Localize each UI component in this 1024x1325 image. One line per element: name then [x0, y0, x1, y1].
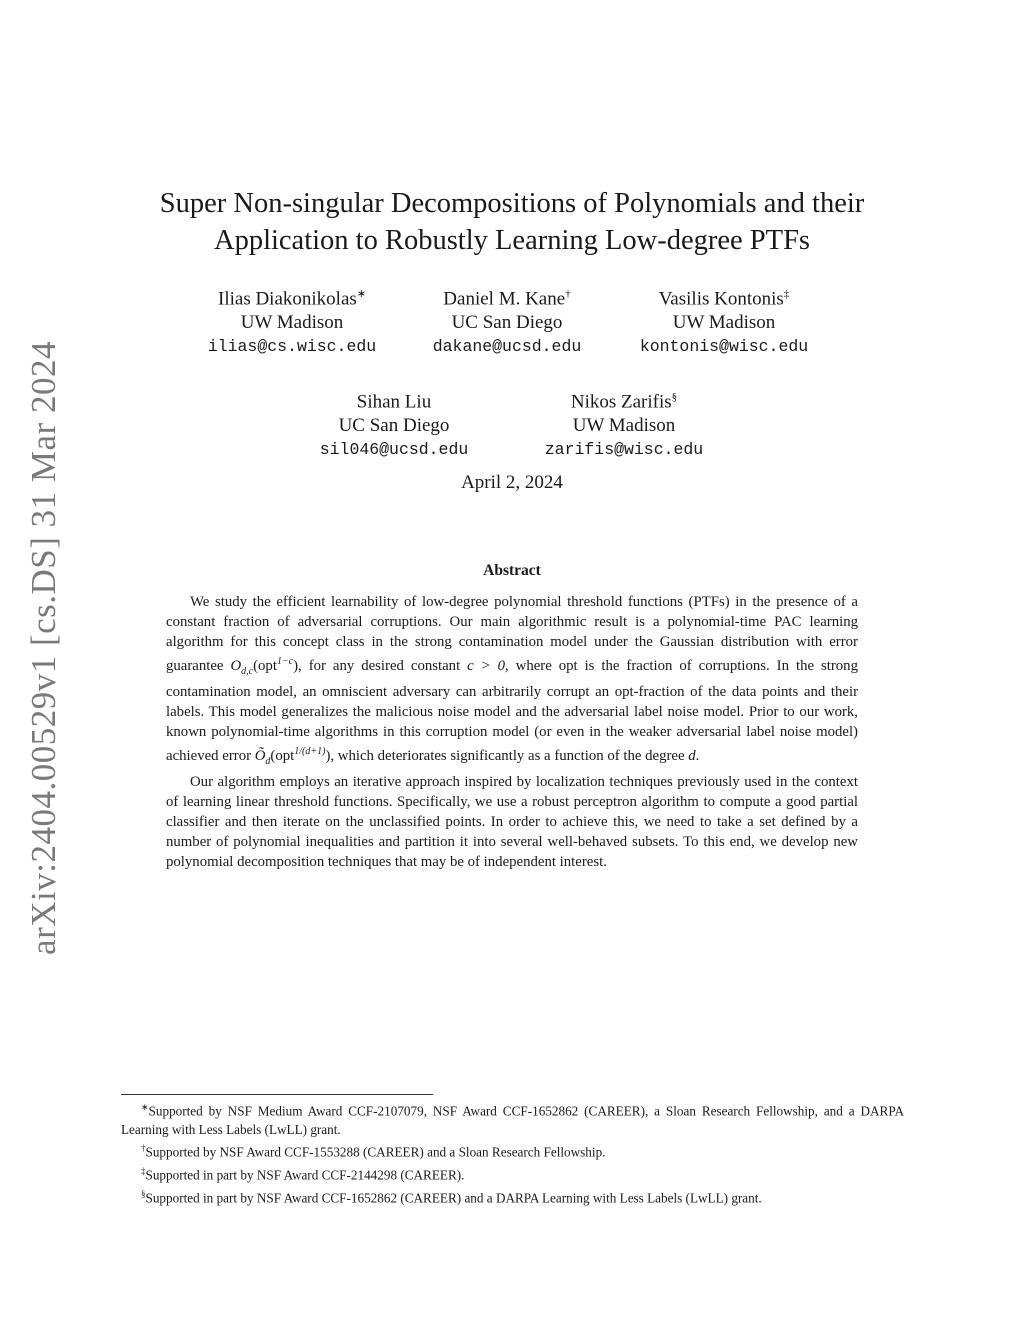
- publication-date: April 2, 2024: [461, 472, 563, 493]
- footnote: §Supported in part by NSF Award CCF-1652862 (CAREER) and a DARPA Learning with Less Labels (LwLL) grant.: [141, 1188, 762, 1206]
- arxiv-identifier-stamp[interactable]: arXiv:2404.00529v1 [cs.DS] 31 Mar 2024: [24, 341, 63, 955]
- footnote-divider: [121, 1094, 433, 1095]
- author-block: [594, 282, 854, 359]
- author-name: Daniel M. Kane†: [443, 288, 571, 310]
- abstract-paragraph-2: Our algorithm employs an iterative approach inspired by localization techniques previously used in the context of learning linear threshold functions. Specifically, we use a robust perceptron algorithm to compute a good partial classifier and then iterate on the unclassified points. In order to achieve this, we need to take a set defined by a number of polynomial inequalities and partition it into several well-behaved subsets. To this end, we develop new polynomial decomposition techniques that may be of independent interest.: [166, 773, 858, 870]
- title-line-1: Super Non-singular Decompositions of Polynomials and their: [159, 188, 865, 219]
- footnotes: [121, 1098, 904, 1208]
- footnote: †Supported by NSF Award CCF-1553288 (CAREER) and a Sloan Research Fellowship.: [141, 1143, 606, 1160]
- author-email[interactable]: ilias@cs.wisc.edu: [207, 337, 377, 357]
- author-block: [494, 385, 754, 462]
- author-name: Vasilis Kontonis‡: [658, 288, 790, 310]
- abstract-body: [166, 592, 858, 872]
- footnote: ∗Supported by NSF Medium Award CCF-2107079, NSF Award CCF-1652862 (CAREER), a Sloan Research Fellowship, and a DARPA Learning with Less Labels (LwLL) grant.: [121, 1102, 904, 1137]
- abstract-paragraph-1: We study the efficient learnability of low-degree polynomial threshold functions (PTFs) in the presence of a constant fraction of adversarial corruptions. Our main algorithmic result is a polynomial-time PAC learning algorithm for this concept class in the strong contamination model under the Gaussian distribution with error guarantee $O_{d,c}(opt^{1-c})$, for any desired constant c > 0, where opt is the fraction of corruptions. In the strong contamination model, an omniscient adversary can arbitrarily corrupt an opt-fraction of the data points and their labels. This model generalizes the malicious noise model and the adversarial label noise model. Prior to our work, known polynomial-time algorithms in this corruption model (or even in the weaker adversarial label noise model) achieved error $Õ_d(opt^{1/(d+1)})$, which deteriorates significantly as a function of the degree d.: [166, 594, 858, 767]
- author-name: Nikos Zarifis§: [570, 391, 678, 413]
- author-affiliation: UW Madison: [672, 312, 776, 334]
- author-affiliation: UW Madison: [240, 312, 344, 334]
- author-name: Sihan Liu: [356, 391, 432, 413]
- footnote: ‡Supported in part by NSF Award CCF-2144298 (CAREER).: [141, 1166, 465, 1183]
- author-affiliation: UW Madison: [572, 415, 676, 437]
- author-block: [264, 385, 524, 462]
- author-email[interactable]: sil046@ucsd.edu: [319, 440, 469, 460]
- paper-title: [0, 185, 1024, 259]
- author-email[interactable]: dakane@ucsd.edu: [432, 337, 582, 357]
- title-line-2: Application to Robustly Learning Low-degree PTFs: [213, 225, 811, 256]
- author-affiliation: UC San Diego: [338, 415, 450, 437]
- abstract-heading: Abstract: [483, 562, 541, 579]
- author-affiliation: UC San Diego: [451, 312, 563, 334]
- author-email[interactable]: kontonis@wisc.edu: [639, 337, 809, 357]
- author-name: Ilias Diakonikolas∗: [218, 288, 366, 310]
- author-email[interactable]: zarifis@wisc.edu: [544, 440, 704, 460]
